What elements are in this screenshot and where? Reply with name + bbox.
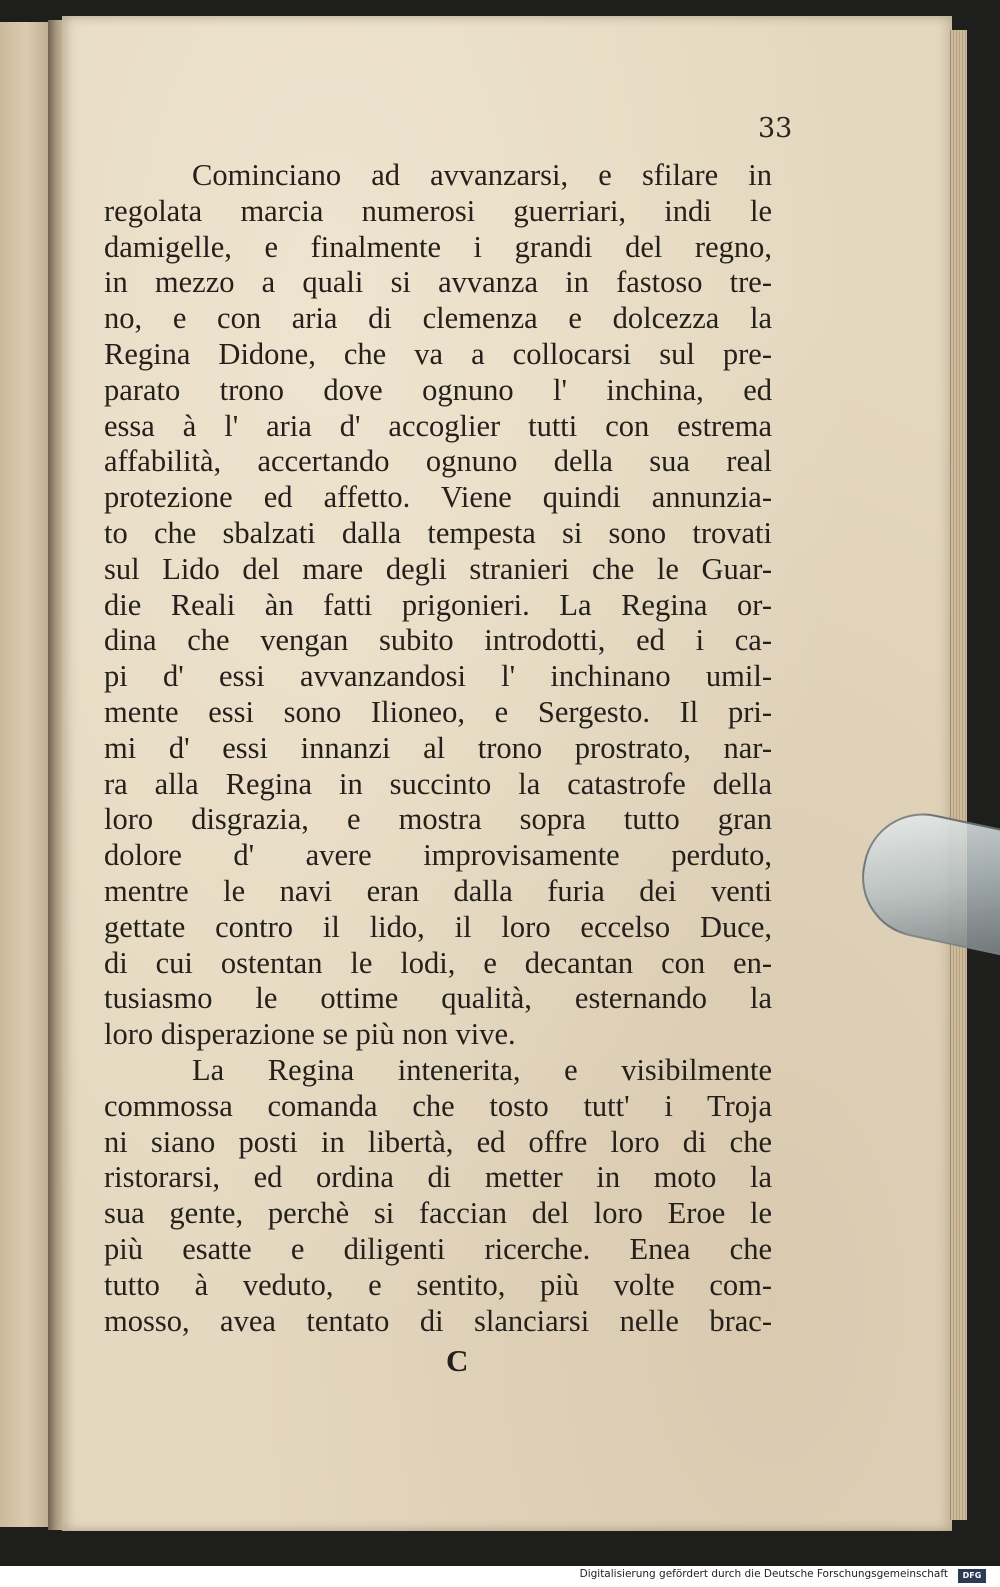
text-line: gettate contro il lido, il loro eccelso Duce,: [104, 909, 772, 944]
text-line: ristorarsi, ed ordina di metter in moto la: [104, 1160, 772, 1195]
footer-credit: Digitalisierung gefördert durch die Deutsche Forschungsgemeinschaft: [579, 1568, 948, 1580]
text-line: protezione ed affetto. Viene quindi annunzia-: [104, 480, 772, 515]
text-line: Regina Didone, che va a collocarsi sul pre-: [104, 336, 772, 371]
text-line: pi d' essi avvanzandosi l' inchinano umil-: [104, 659, 772, 694]
text-line: tutto à veduto, e sentito, più volte com-: [104, 1267, 772, 1302]
page-fore-edge: [950, 30, 967, 1520]
text-line: Cominciano ad avvanzarsi, e sfilare in: [192, 158, 772, 192]
text-line: in mezzo a quali si avvanza in fastoso tre-: [104, 265, 772, 300]
body-text: [104, 158, 772, 1339]
text-line: La Regina intenerita, e visibilmente: [192, 1052, 772, 1087]
text-line: mi d' essi innanzi al trono prostrato, nar-: [104, 730, 772, 765]
text-line: ni siano posti in libertà, ed offre loro di che: [104, 1124, 772, 1159]
text-line: sua gente, perchè si faccian del loro Eroe le: [104, 1196, 772, 1231]
text-line: loro disperazione se più non vive.: [104, 1017, 516, 1052]
text-line: die Reali àn fatti prigonieri. La Regina or-: [104, 587, 772, 622]
text-line: parato trono dove ognuno l' inchina, ed: [104, 372, 772, 407]
text-line: mente essi sono Ilioneo, e Sergesto. Il pri-: [104, 694, 772, 729]
text-line: più esatte e diligenti ricerche. Enea che: [104, 1231, 772, 1266]
facing-page-edge: [0, 22, 50, 1527]
text-line: commossa comanda che tosto tutt' i Troja: [104, 1088, 772, 1123]
text-line: di cui ostentan le lodi, e decantan con en-: [104, 945, 772, 980]
text-line: no, e con aria di clemenza e dolcezza la: [104, 301, 772, 336]
text-line: mosso, avea tentato di slanciarsi nelle brac-: [104, 1303, 772, 1338]
page-number: 33: [758, 113, 793, 144]
dfg-logo: DFG: [958, 1569, 986, 1583]
text-line: regolata marcia numerosi guerriari, indi le: [104, 193, 772, 228]
text-line: damigelle, e finalmente i grandi del regno,: [104, 229, 772, 264]
text-line: dolore d' avere improvisamente perduto,: [104, 838, 772, 873]
text-line: to che sbalzati dalla tempesta si sono trovati: [104, 515, 772, 550]
signature-mark: C: [446, 1343, 469, 1378]
text-line: ra alla Regina in succinto la catastrofe della: [104, 766, 772, 801]
text-line: essa à l' aria d' accoglier tutti con estrema: [104, 408, 772, 443]
text-line: loro disgrazia, e mostra sopra tutto gran: [104, 802, 772, 837]
text-line: tusiasmo le ottime qualità, esternando la: [104, 981, 772, 1016]
text-line: affabilità, accertando ognuno della sua real: [104, 444, 772, 479]
text-line: dina che vengan subito introdotti, ed i ca-: [104, 623, 772, 658]
text-line: sul Lido del mare degli stranieri che le Guar-: [104, 551, 772, 586]
text-line: mentre le navi eran dalla furia dei venti: [104, 873, 772, 908]
